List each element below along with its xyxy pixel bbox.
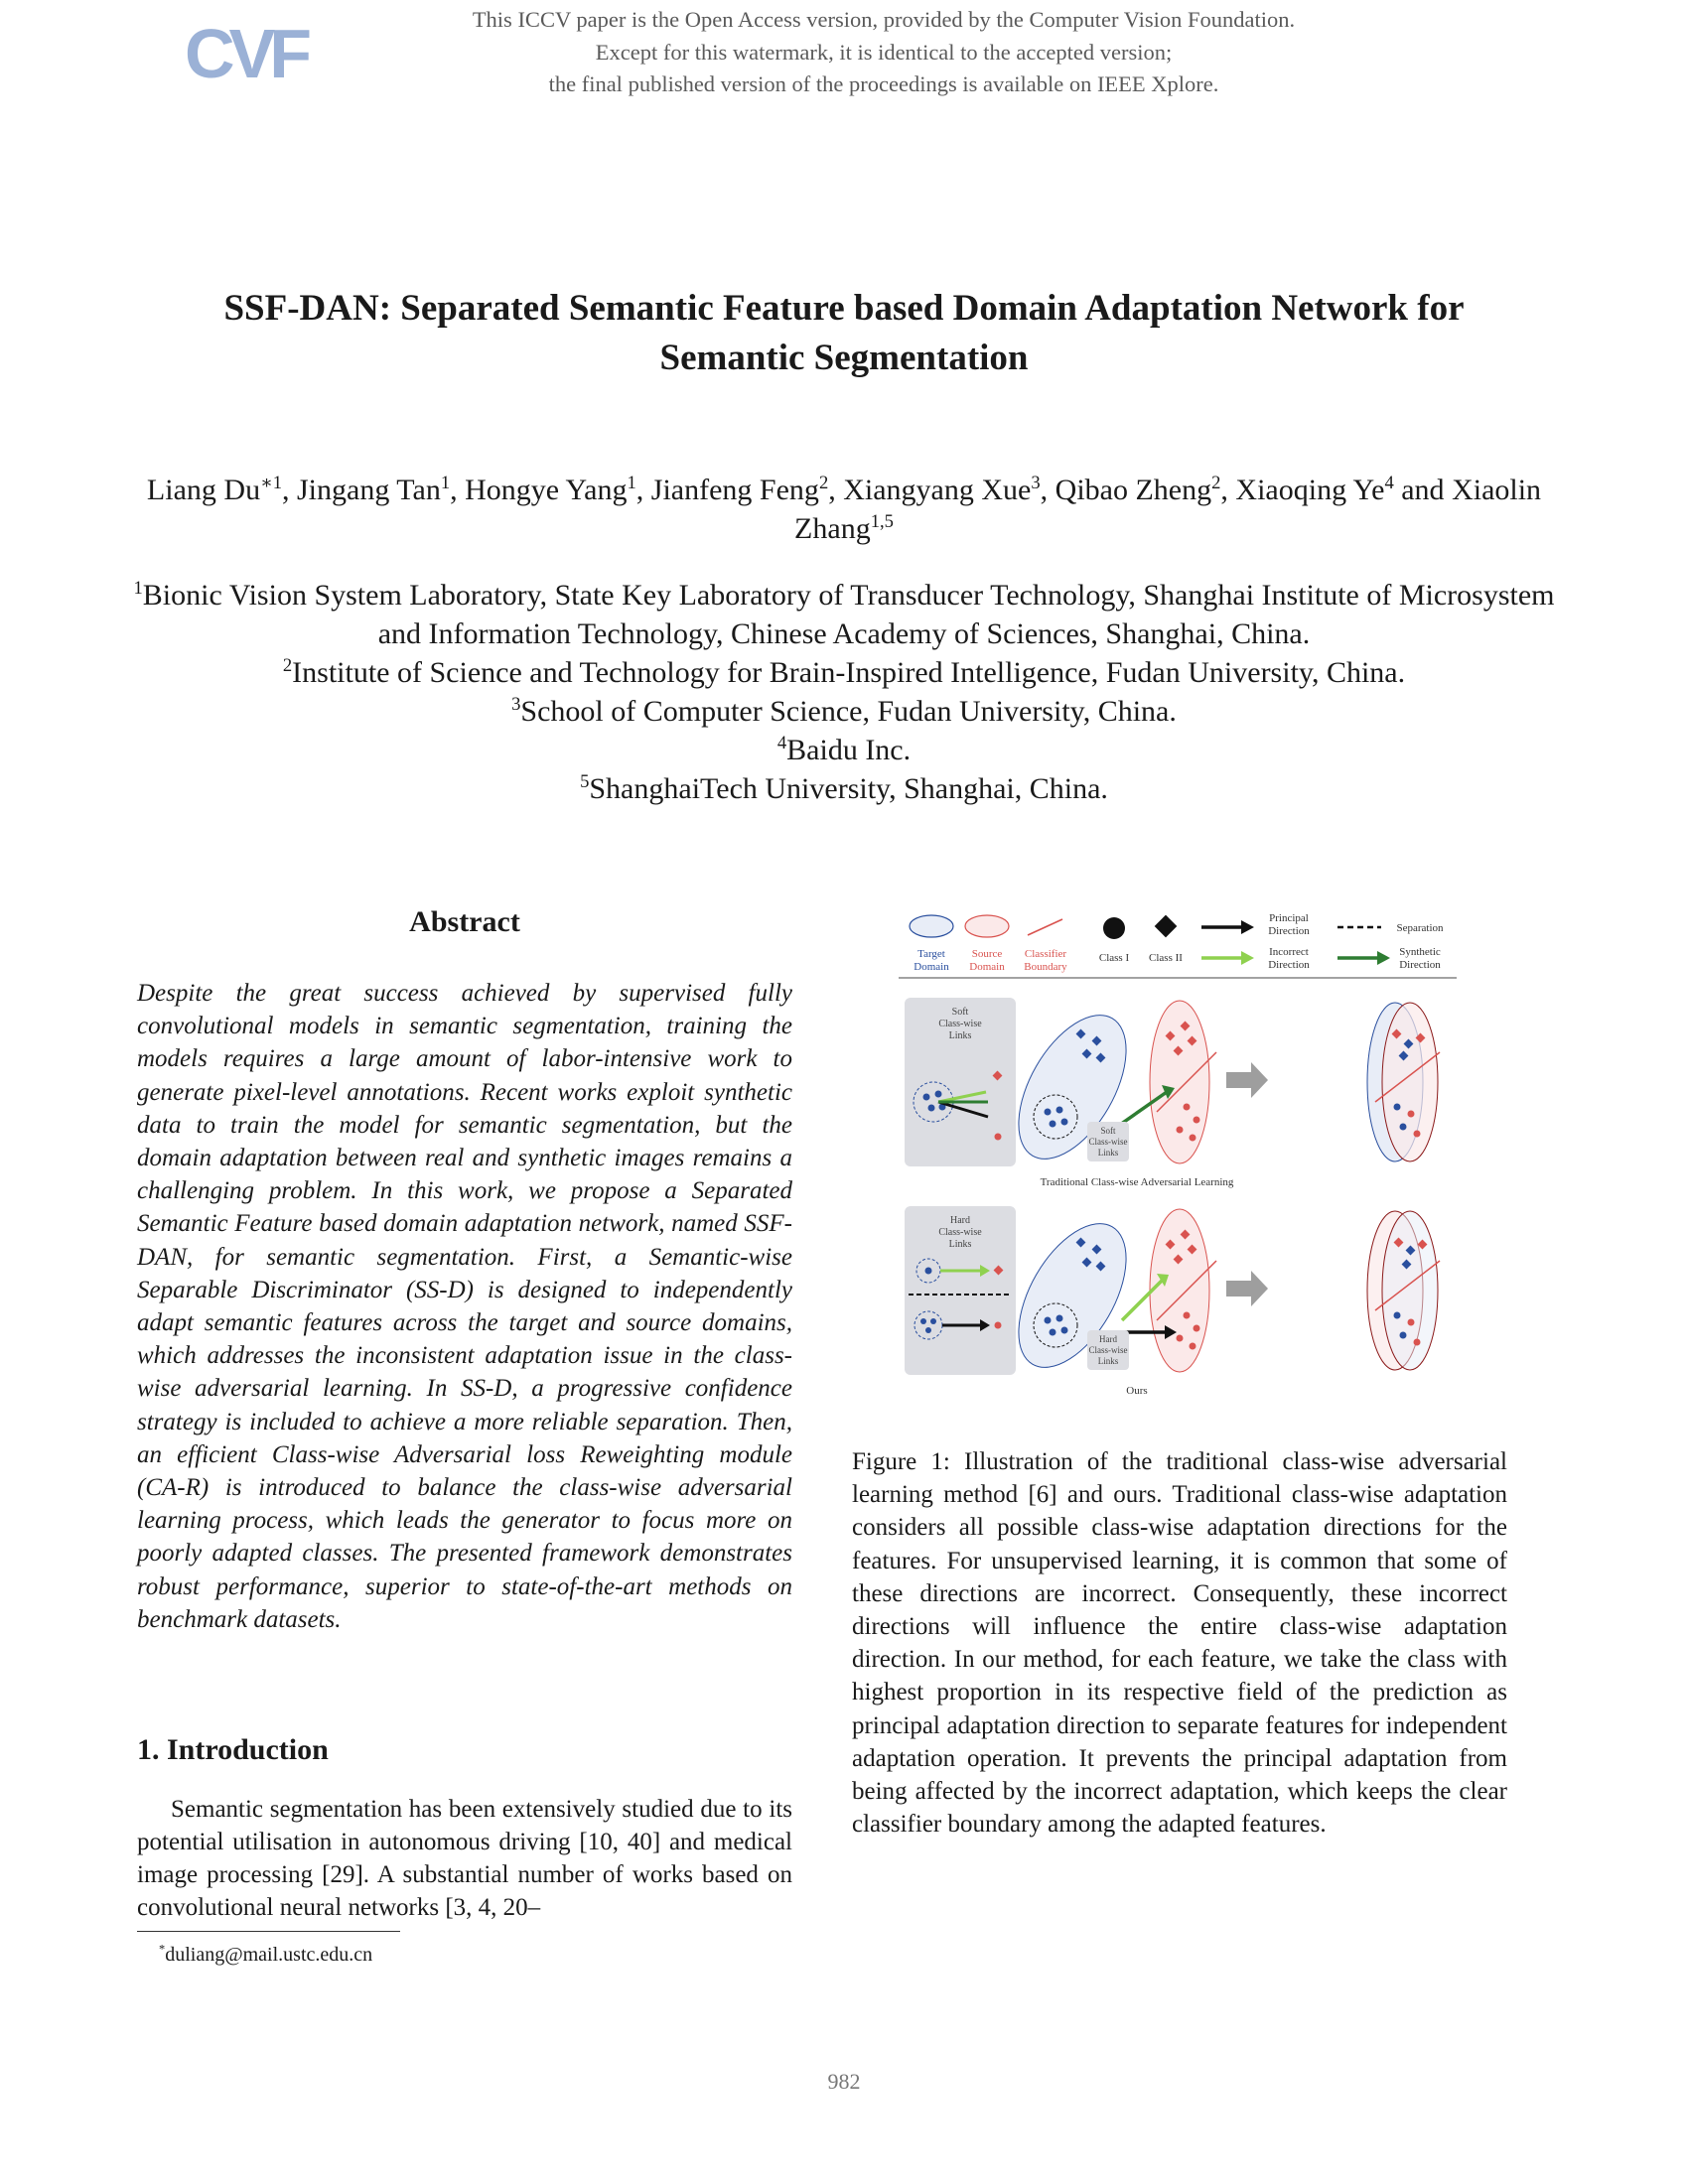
author-affiliation-mark: 4 bbox=[1384, 473, 1394, 493]
legend-incorrect-label-2: Direction bbox=[1268, 959, 1310, 971]
legend-class2-label: Class II bbox=[1149, 952, 1183, 964]
bottom-inset-label-3: Links bbox=[948, 1239, 972, 1250]
affiliation-mark: 2 bbox=[282, 655, 293, 676]
introduction-body: Semantic segmentation has been extensively studied due to its potential utilisation in autonomous driving [10, 40] and medical image processing [29]. A substantial number of works based on convolutional neural networks [3, 4, 20– bbox=[137, 1796, 792, 1921]
footnote-email: duliang@mail.ustc.edu.cn bbox=[165, 1944, 373, 1966]
author-affiliation-mark: ∗1 bbox=[260, 473, 282, 493]
author-name: Hongye Yang bbox=[465, 474, 628, 506]
affiliation bbox=[119, 692, 1569, 731]
author-name: Xiangyang Xue bbox=[843, 474, 1032, 506]
affiliation-text: Baidu Inc. bbox=[786, 734, 912, 766]
affiliation-mark: 4 bbox=[776, 733, 787, 753]
top-callout-label-2: Class-wise bbox=[1088, 1137, 1128, 1147]
legend-source-label-1: Source bbox=[971, 948, 1003, 960]
author-affiliation-mark: 1,5 bbox=[870, 511, 894, 532]
affiliation-mark: 1 bbox=[133, 578, 143, 599]
author-affiliation-mark: 1 bbox=[627, 473, 636, 493]
affiliation-mark: 5 bbox=[580, 771, 590, 792]
bottom-inset-label-1: Hard bbox=[950, 1215, 970, 1226]
introduction-heading: 1. Introduction bbox=[137, 1733, 329, 1766]
author-affiliation-mark: 1 bbox=[440, 473, 451, 493]
legend-incorrect-label-1: Incorrect bbox=[1269, 946, 1309, 958]
bottom-panel-caption: Ours bbox=[1126, 1385, 1148, 1397]
affiliation-text: School of Computer Science, Fudan University, China. bbox=[520, 695, 1177, 728]
watermark-line-3: the final published version of the proceedings is available on IEEE Xplore. bbox=[548, 71, 1219, 96]
author-name: Jianfeng Feng bbox=[650, 474, 819, 506]
abstract-body: Despite the great success achieved by supervised fully convolutional models in semantic segmentation, training the models requires a large amount of labor-intensive work to generate pixel-level annotations. Recent works exploit synthetic data to train the model for semantic segmentation, but the domain adaptation between real and synthetic images remains a challenging problem. In this work, we propose a Separated Semantic Feature based domain adaptation network, named SSF-DAN, for semantic segmentation. First, a Semantic-wise Separable Discriminator (SS-D) is designed to independently adapt semantic features across the target and source domains, which addresses the inconsistent adaptation issue in the class-wise adversarial learning. In SS-D, a progressive confidence strategy is included to achieve a more reliable separation. Then, an efficient Class-wise Adversarial loss Reweighting module (CA-R) is introduced to balance the class-wise adversarial learning process, which leads the generator to focus more on poorly adapted classes. The presented framework demonstrates robust performance, superior to state-of-the-art methods on benchmark datasets. bbox=[137, 980, 792, 1633]
legend-target-label-2: Domain bbox=[914, 961, 949, 973]
cvf-logo-text: CVF bbox=[185, 15, 306, 92]
legend-synthetic-label-1: Synthetic bbox=[1399, 946, 1441, 958]
author-list: Liang $Du^{∗1}$, Jingang Tan$^1$, Hongye Yang$^1$, Jianfeng Feng$^2$, Xiangyang Xue$^3$, Qibao Zheng$^2$, Xiaoqing Ye$^4$ and Xiaolin Zhang$^{1,5}$ bbox=[146, 473, 1542, 545]
affiliation-text: Institute of Science and Technology for Brain-Inspired Intelligence, Fudan University, China. bbox=[292, 656, 1406, 689]
legend-target-label-1: Target bbox=[917, 948, 945, 960]
legend-principal-label-2: Direction bbox=[1268, 925, 1310, 937]
top-callout-label-3: Links bbox=[1097, 1148, 1119, 1158]
legend-synthetic-label-2: Direction bbox=[1399, 959, 1441, 971]
author-name: Liang Du bbox=[146, 474, 261, 506]
legend-boundary-label-2: Boundary bbox=[1024, 961, 1067, 973]
legend-class1-label: Class I bbox=[1098, 952, 1130, 964]
legend-separation-label: Separation bbox=[1396, 922, 1444, 934]
author-name: Xiaoqing Ye bbox=[1235, 474, 1385, 506]
author-name: Qibao Zheng bbox=[1055, 474, 1212, 506]
top-inset-label-2: Class-wise bbox=[938, 1019, 982, 1029]
figure-top-panel bbox=[905, 998, 1440, 1188]
legend-class2-swatch bbox=[1155, 915, 1178, 938]
bottom-callout-label-2: Class-wise bbox=[1088, 1345, 1128, 1355]
title-line-2: Semantic Segmentation bbox=[659, 338, 1029, 378]
bottom-callout-label-3: Links bbox=[1097, 1356, 1119, 1366]
top-callout-label-1: Soft bbox=[1100, 1126, 1116, 1136]
legend-principal-label-1: Principal bbox=[1269, 912, 1309, 924]
legend-class1-swatch bbox=[1103, 917, 1125, 939]
affiliation bbox=[119, 769, 1569, 808]
legend-target-domain-swatch bbox=[910, 915, 953, 937]
page-number: 982 bbox=[827, 2069, 861, 2094]
caption-label: Figure 1: bbox=[852, 1448, 950, 1475]
legend-source-domain-swatch bbox=[965, 915, 1009, 937]
affiliation-text: ShanghaiTech University, Shanghai, China. bbox=[589, 772, 1108, 805]
footnote-mark: * bbox=[159, 1942, 166, 1957]
bottom-inset-label-2: Class-wise bbox=[938, 1227, 982, 1238]
author-affiliation-mark: 3 bbox=[1031, 473, 1041, 493]
caption-text: Illustration of the traditional class-wise adversarial learning method [6] and ours. Traditional class-wise adaptation considers all possible class-wise adaptation directions for the features. For unsupervised learning, it is common that some of these directions are incorrect. Consequently, these incorrect directions will influence the entire class-wise adaptation direction. In our method, for each feature, we take the class with highest proportion in its respective field of the prediction as principal adaptation direction to separate features for independent adaptation operation. It prevents the principal adaptation from being affected by the incorrect adaptation, which keeps the clear classifier boundary among the adapted features. bbox=[852, 1448, 1507, 1839]
bottom-gray-arrow bbox=[1226, 1271, 1268, 1306]
footnote bbox=[159, 1944, 372, 1967]
top-panel-caption: Traditional Class-wise Adversarial Learning bbox=[1040, 1176, 1234, 1188]
paper-title bbox=[99, 284, 1589, 383]
legend-source-label-2: Domain bbox=[969, 961, 1005, 973]
author-affiliation-mark: 2 bbox=[1211, 473, 1221, 493]
watermark-line-1: This ICCV paper is the Open Access version, provided by the Computer Vision Foundation. bbox=[472, 7, 1296, 32]
affiliation-list bbox=[119, 576, 1569, 808]
affiliation bbox=[119, 576, 1569, 653]
author-affiliation-mark: 2 bbox=[818, 473, 829, 493]
affiliation-mark: 3 bbox=[511, 694, 521, 715]
author-name: Jingang Tan bbox=[297, 474, 441, 506]
figure-1 bbox=[899, 903, 1465, 1400]
author-name: Xiaolin Zhang bbox=[794, 474, 1542, 545]
figure-1-caption bbox=[852, 1445, 1507, 1841]
cvf-logo bbox=[181, 12, 310, 97]
top-inset-label-1: Soft bbox=[951, 1007, 969, 1018]
watermark-line-2: Except for this watermark, it is identical to the accepted version; bbox=[595, 39, 1173, 65]
abstract-heading: Abstract bbox=[409, 905, 520, 938]
top-gray-arrow bbox=[1226, 1062, 1268, 1098]
figure-bottom-panel bbox=[905, 1206, 1440, 1397]
title-line-1: SSF-DAN: Separated Semantic Feature based Domain Adaptation Network for bbox=[223, 288, 1465, 329]
top-inset-label-3: Links bbox=[948, 1030, 972, 1041]
affiliation bbox=[119, 653, 1569, 692]
affiliation bbox=[119, 731, 1569, 769]
bottom-callout-label-1: Hard bbox=[1099, 1334, 1117, 1344]
affiliation-text: Bionic Vision System Laboratory, State Key Laboratory of Transducer Technology, Shanghai Institute of Microsystem and Information Technology, Chinese Academy of Sciences, Shanghai, China. bbox=[142, 579, 1555, 650]
legend-boundary-label-1: Classifier bbox=[1024, 948, 1067, 960]
footnote-rule bbox=[137, 1931, 400, 1932]
watermark-notice bbox=[377, 4, 1390, 101]
figure-legend bbox=[899, 912, 1457, 978]
legend-boundary-swatch bbox=[1028, 919, 1062, 935]
